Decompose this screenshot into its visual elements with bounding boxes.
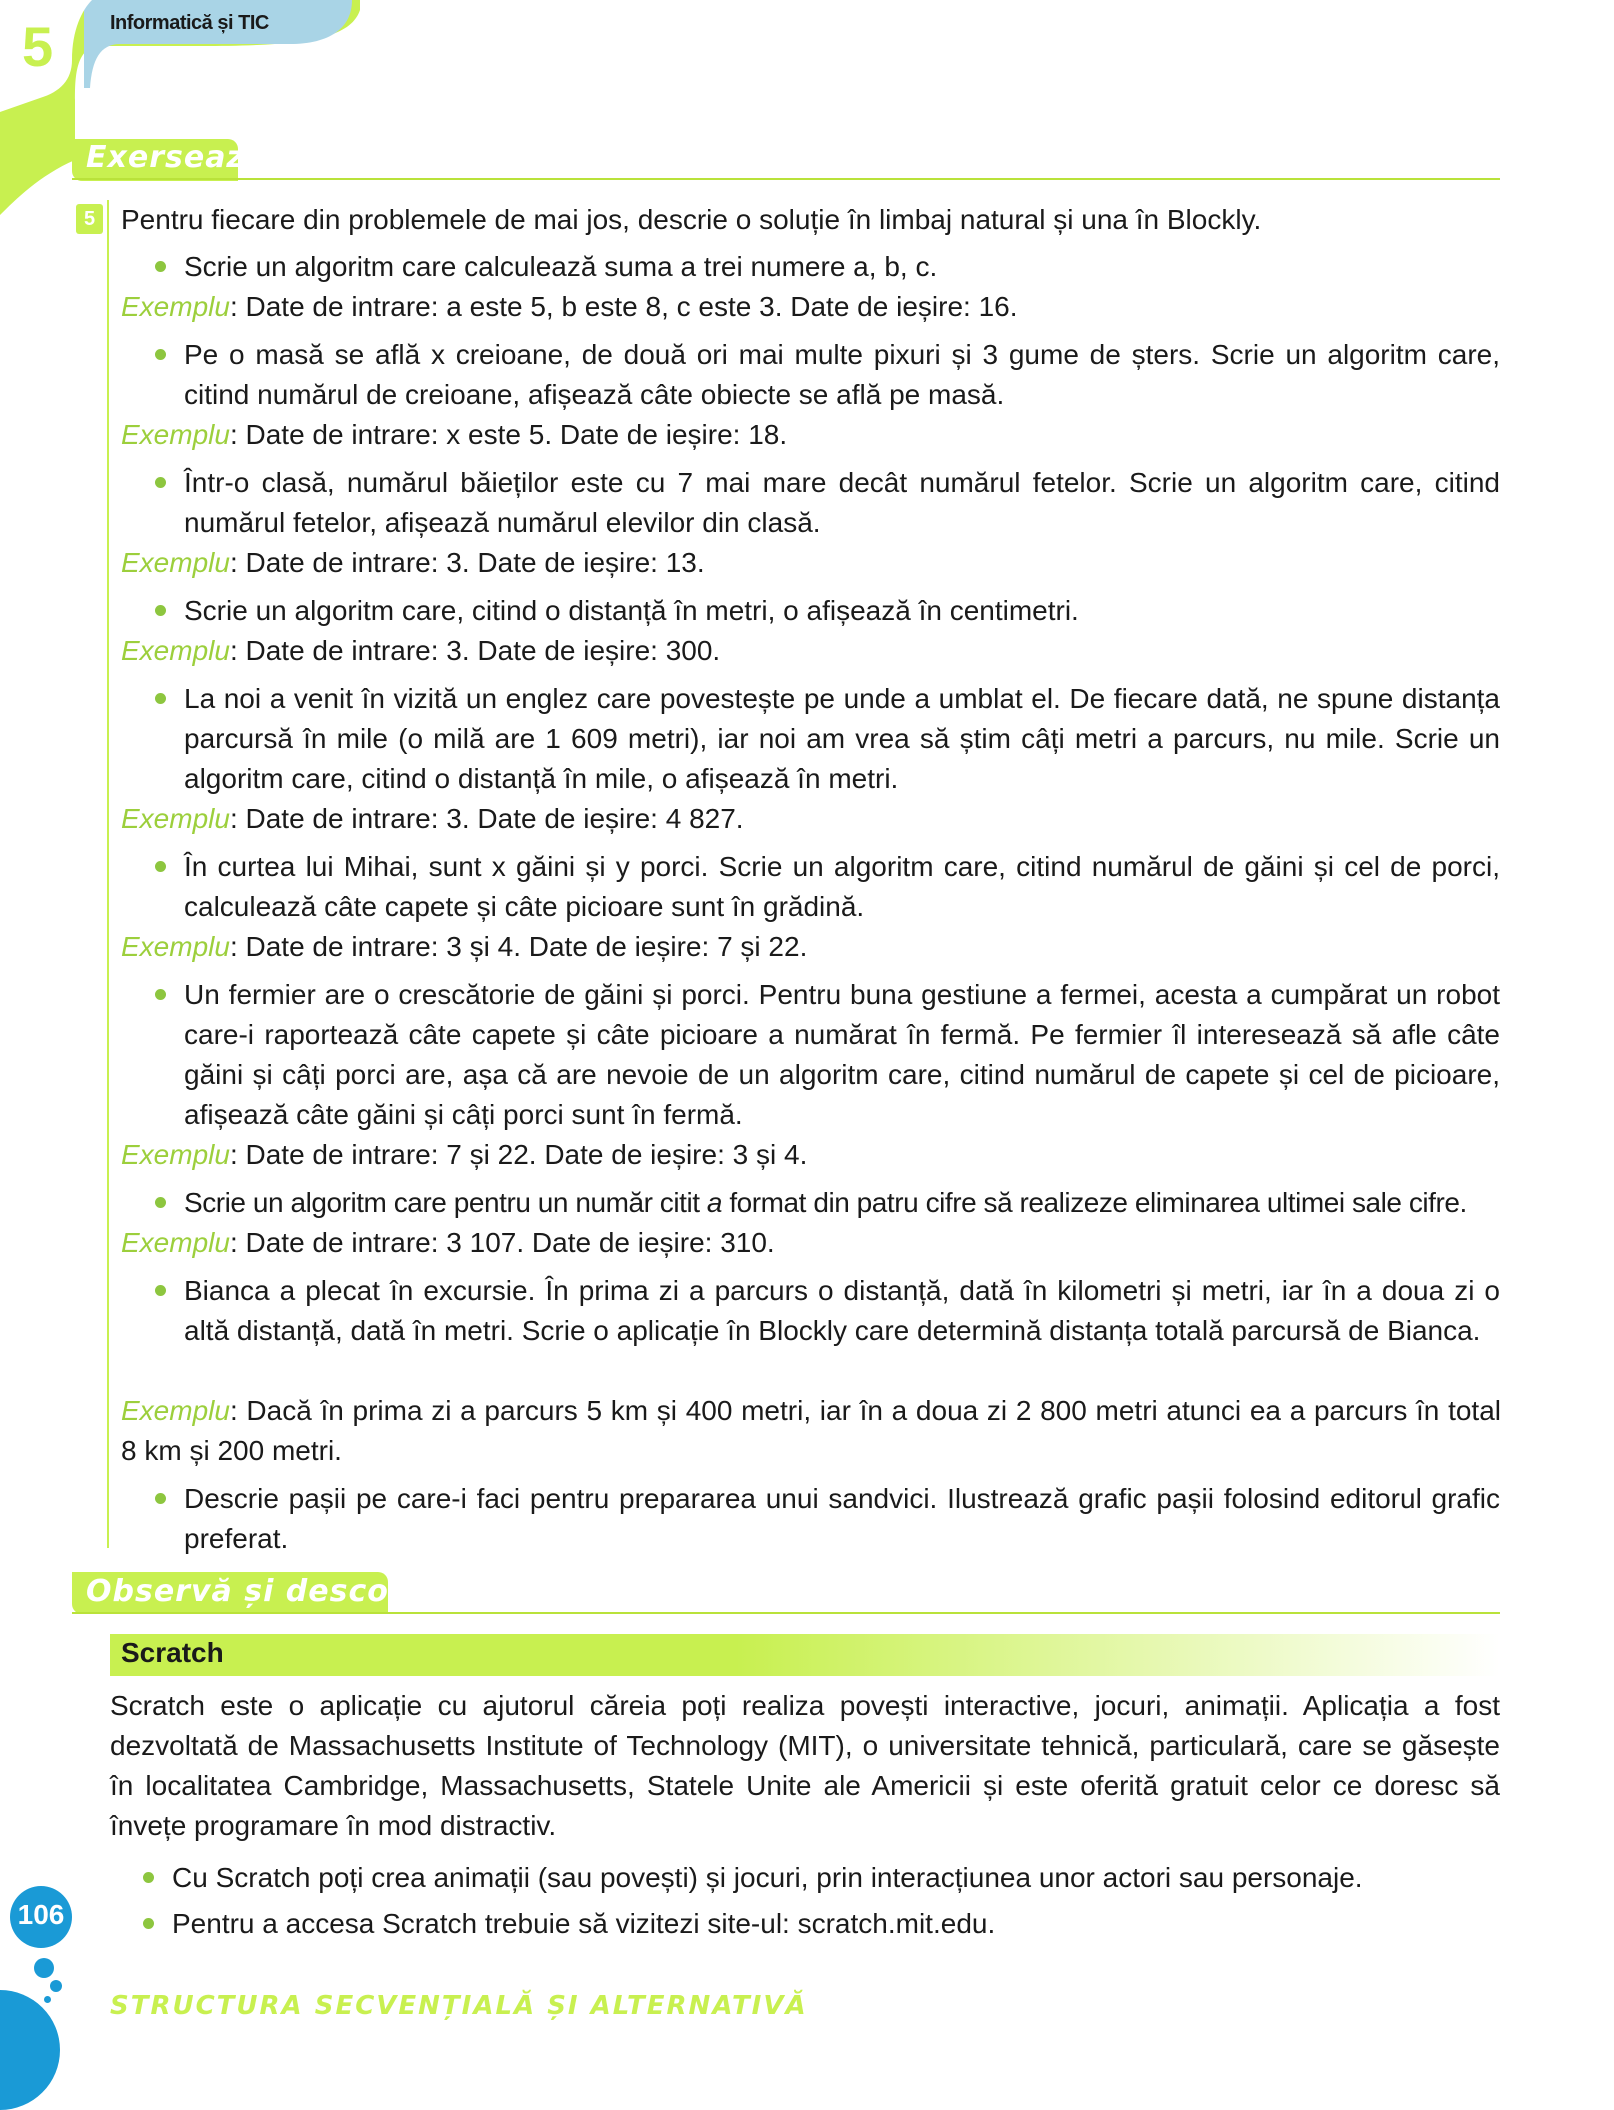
exercise-section-title: Exersează! [86,140,281,175]
example-5: Exemplu: Date de intrare: 3. Date de ieșire: 4 827. [121,803,744,834]
section-divider [72,178,1500,180]
scratch-bullet-1: Cu Scratch poți crea animații (sau povești) și jocuri, prin interacțiunea unor actori sau personaje. [172,1862,1363,1893]
bullet [143,1872,154,1883]
exercise-item-5: La noi a venit în vizită un englez care povestește pe unde a umblat el. De fiecare dată, ne spune distanța parcursă în mile (o milă are 1 609 metri), iar noi am vrea să știm câți metri a parcurs, nu mile. Scrie un algoritm care, citind o distanță în mile, o afișează în metri. [184,683,1500,794]
scratch-bullet-2: Pentru a accesa Scratch trebuie să vizitezi site-ul: scratch.mit.edu. [172,1908,996,1939]
bullet [143,1918,154,1929]
example-2: Exemplu: Date de intrare: x este 5. Date de ieșire: 18. [121,419,788,450]
scratch-subheading-bar [110,1634,1500,1676]
example-3: Exemplu: Date de intrare: 3. Date de ieșire: 13. [121,547,705,578]
bullet [155,261,166,272]
discover-section-title: Observă și descoperă! [86,1574,485,1609]
section-divider [72,1612,1500,1614]
problem-intro: Pentru fiecare din problemele de mai jos, descrie o soluție în limbaj natural și una în Blockly. [121,204,1262,235]
example-8: Exemplu: Date de intrare: 3 107. Date de ieșire: 310. [121,1227,775,1258]
exercise-item-9: Bianca a plecat în excursie. În prima zi a parcurs o distanță, dată în kilometri și metri, iar în a doua zi o altă distanță, dată în metri. Scrie o aplicație în Blockly care determină distanța totală parcursă de Bianca. [184,1275,1500,1346]
running-title: STRUCTURA SECVENȚIALĂ ȘI ALTERNATIVĂ [110,1991,808,2021]
bullet [155,349,166,360]
subject-title: Informatică și TIC [110,12,269,34]
example-9: Exemplu: Dacă în prima zi a parcurs 5 km și 400 metri, iar în a doua zi 2 800 metri atunci ea a parcurs în total 8 km și 200 metri. [121,1395,1501,1466]
bullet [155,605,166,616]
decorative-dot [50,1980,62,1992]
example-7: Exemplu: Date de intrare: 7 și 22. Date de ieșire: 3 și 4. [121,1139,808,1170]
example-1: Exemplu: Date de intrare: a este 5, b este 8, c este 3. Date de ieșire: 16. [121,291,1018,322]
exercise-left-border [107,200,109,1548]
scratch-subheading: Scratch [121,1637,224,1668]
bullet [155,989,166,1000]
problem-number-badge [76,204,103,234]
bullet [155,1197,166,1208]
bullet [155,693,166,704]
page-number: 106 [17,1899,65,1930]
exercise-item-7: Un fermier are o crescătorie de găini și porci. Pentru buna gestiune a fermei, acesta a cumpărat un robot care-i raportează câte capete și câte picioare a numărat în fermă. Pe fermier îl interesează să afle câte găini și câți porci are, așa că are nevoie de un algoritm care, citind numărul de capete și cel de picioare, afișează câte găini și câți porci sunt în fermă. [184,979,1500,1130]
example-4: Exemplu: Date de intrare: 3. Date de ieșire: 300. [121,635,721,666]
decorative-dot [44,1996,51,2003]
exercise-item-6: În curtea lui Mihai, sunt x găini și y porci. Scrie un algoritm care, citind numărul de găini și cel de porci, calculează câte capete și câte picioare sunt în grădină. [184,851,1500,922]
bullet [155,861,166,872]
bullet [155,1493,166,1504]
example-6: Exemplu: Date de intrare: 3 și 4. Date de ieșire: 7 și 22. [121,931,808,962]
exercise-item-8: Scrie un algoritm care pentru un număr citit a format din patru cifre să realizeze eliminarea ultimei sale cifre. [184,1187,1467,1218]
chapter-number: 5 [22,15,54,78]
exercise-item-1: Scrie un algoritm care calculează suma a trei numere a, b, c. [184,251,938,282]
decorative-dot [34,1958,54,1978]
bullet [155,477,166,488]
problem-number: 5 [83,208,96,230]
exercise-item-3: Într-o clasă, numărul băieților este cu 7 mai mare decât numărul fetelor. Scrie un algoritm care, citind numărul fetelor, afișează numărul elevilor din clasă. [184,467,1500,538]
exercise-item-2: Pe o masă se află x creioane, de două ori mai multe pixuri și 3 gume de șters. Scrie un algoritm care, citind numărul de creioane, afișează câte obiecte se află pe masă. [184,339,1500,410]
exercise-item-10: Descrie pașii pe care-i faci pentru prepararea unui sandvici. Ilustrează grafic pașii folosind editorul grafic preferat. [184,1483,1500,1554]
bullet [155,1285,166,1296]
exercise-item-4: Scrie un algoritm care, citind o distanță în metri, o afișează în centimetri. [184,595,1079,626]
scratch-paragraph: Scratch este o aplicație cu ajutorul căreia poți realiza povești interactive, jocuri, animații. Aplicația a fost dezvoltată de Massachusetts Institute of Technology (MIT), o universitate tehnică, particulară, care se găsește în localitatea Cambridge, Massachusetts, Statele Unite ale Americii și este oferită gratuit celor ce doresc să învețe programare în mod distractiv. [110,1690,1500,1841]
footer-corner-shape [0,1990,60,2110]
